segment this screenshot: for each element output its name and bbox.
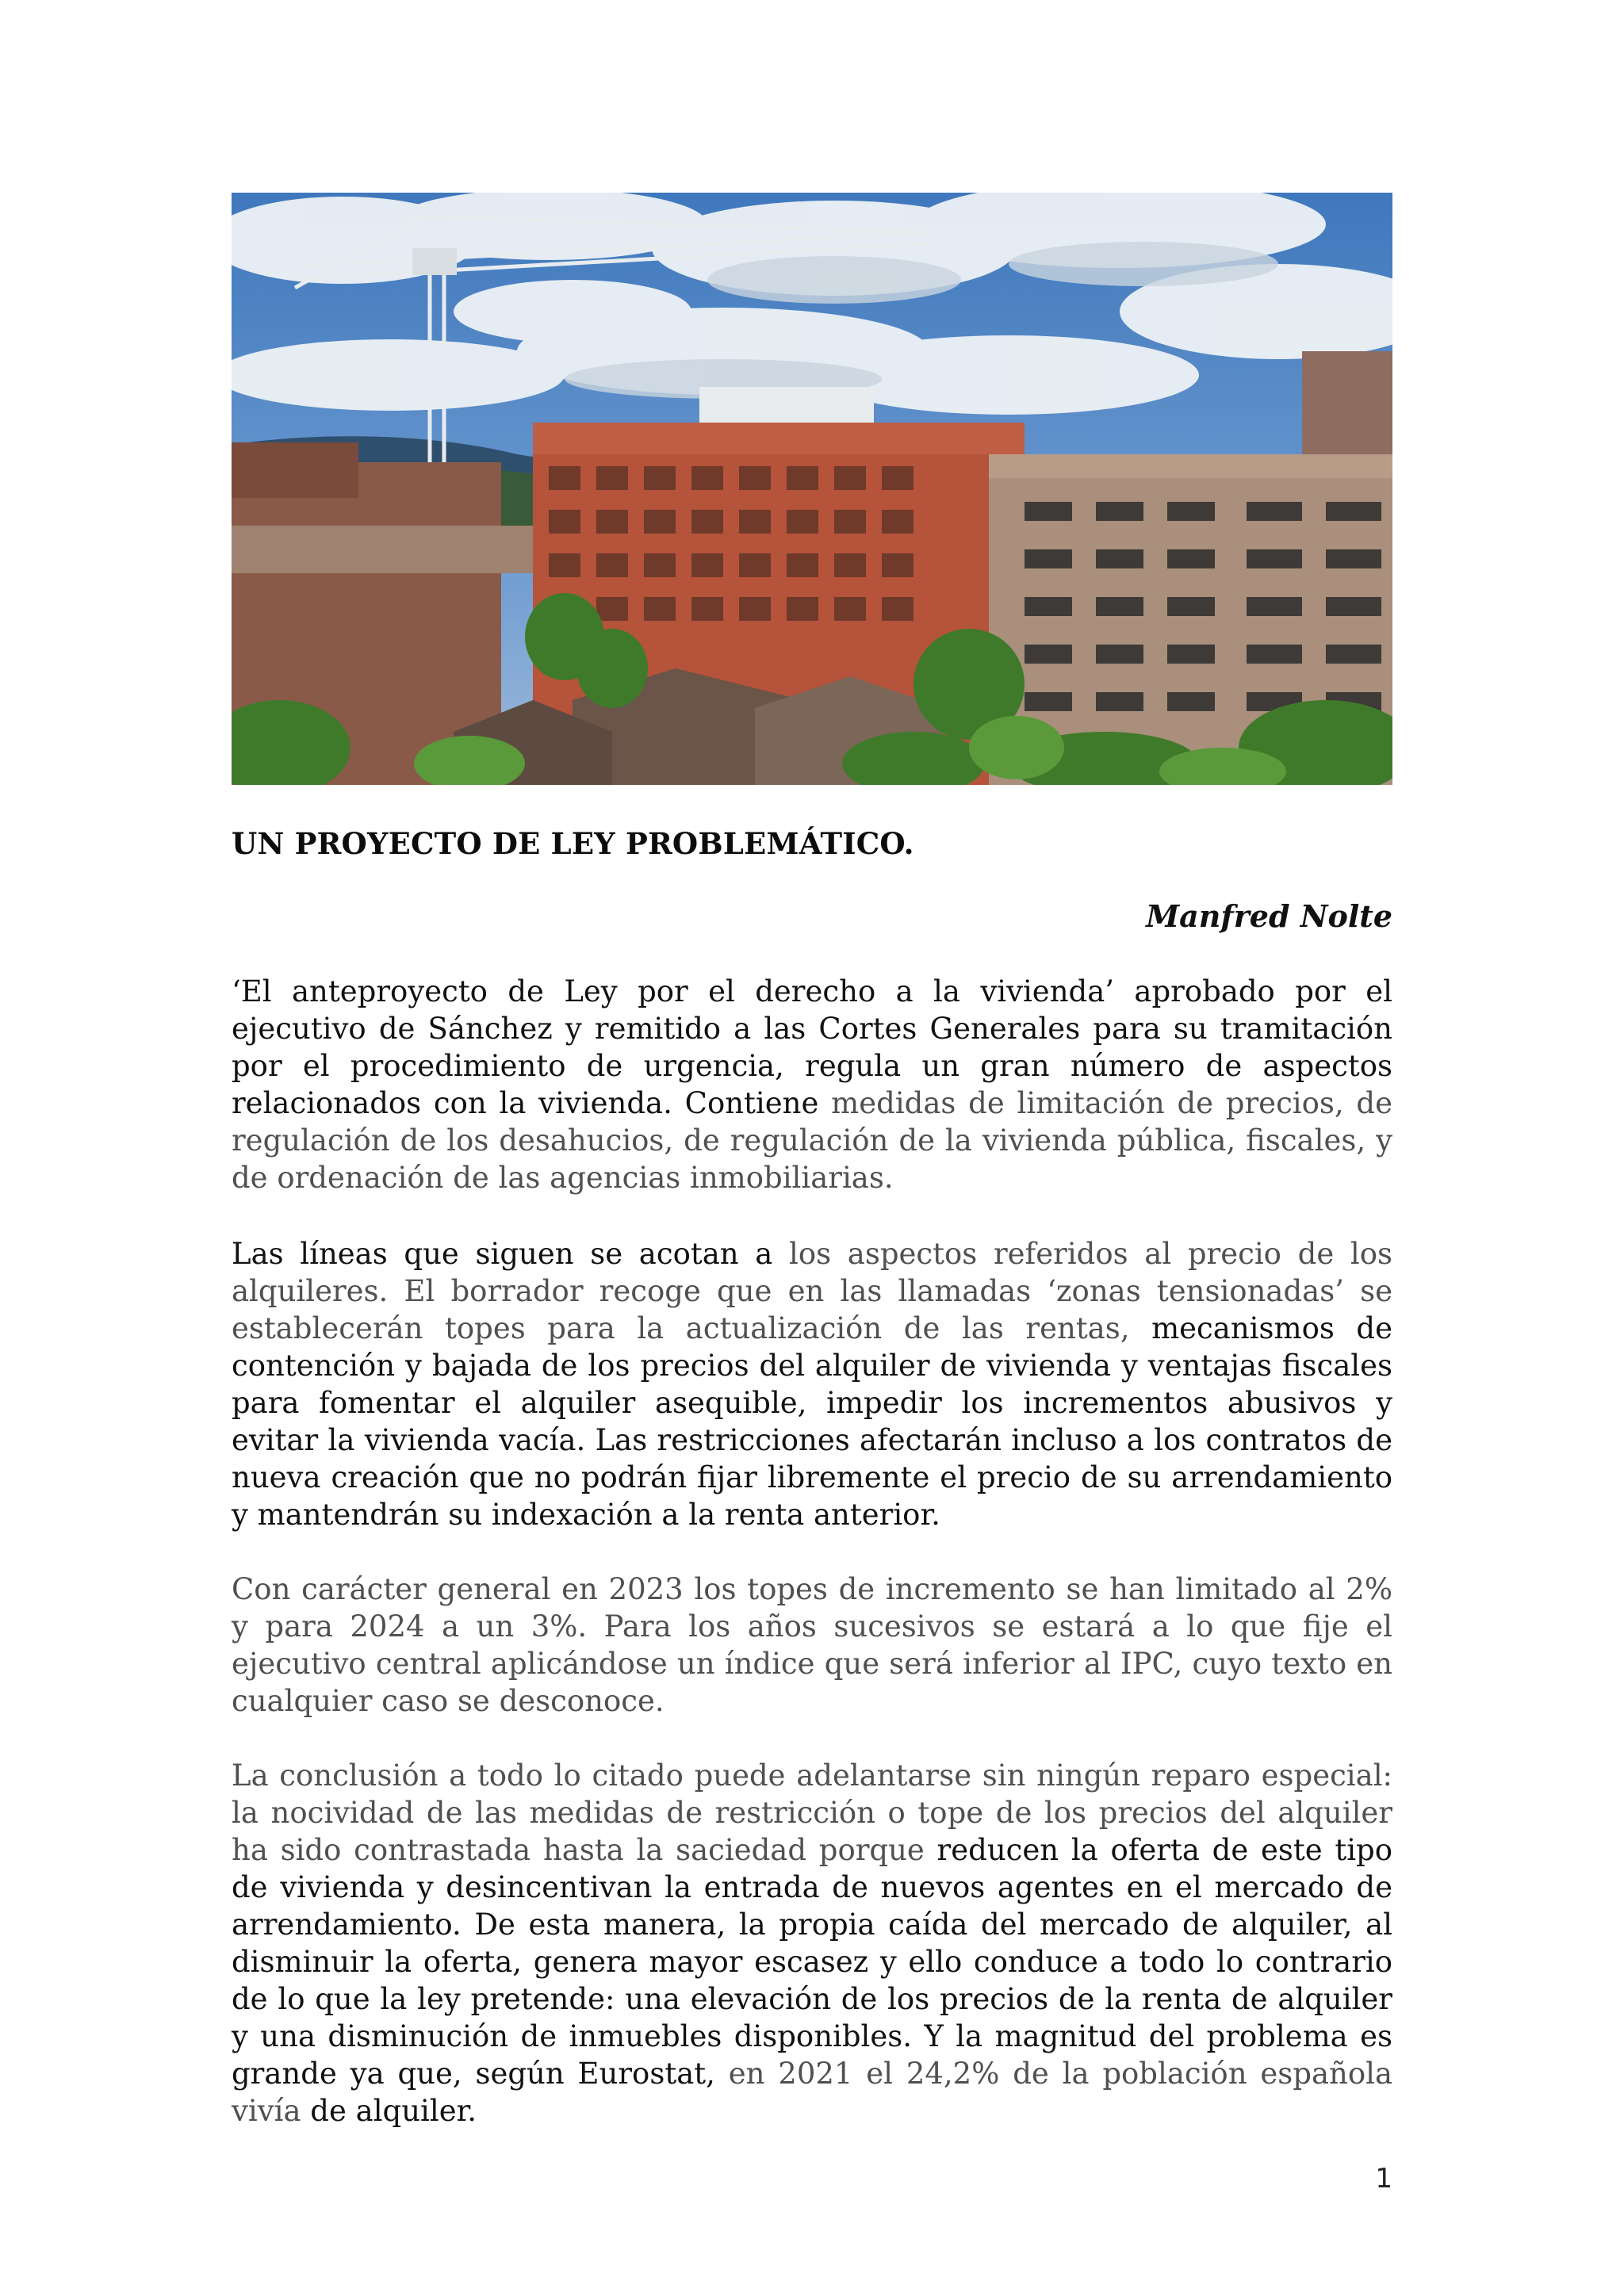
paragraph-4-segment-4: de alquiler. bbox=[310, 2094, 477, 2128]
city-photo-icon bbox=[232, 193, 1392, 785]
paragraph-1-segment-1: ‘El anteproyecto de Ley por el derecho a la vivienda’ aprobado por el ejecutivo de Sánchez y remitido a las Cortes Generales para su tramitación por el procedimiento de urgencia, regula un gran número de aspectos relacionados con la vivienda. Contiene bbox=[232, 974, 1392, 1120]
paragraph-1 bbox=[232, 973, 1392, 1196]
paragraph-4 bbox=[232, 1757, 1392, 2130]
paragraph-2-segment-2: los aspectos referidos al precio de los alquileres. El borrador recoge que en las llamadas ‘zonas tensionadas’ se establecerán topes para la actualización de las rentas, bbox=[232, 1237, 1392, 1345]
header-photo bbox=[232, 193, 1392, 785]
paragraph-4-segment-3: en 2021 el 24,2% de la población española vivía bbox=[232, 2057, 1392, 2128]
article-title: UN PROYECTO DE LEY PROBLEMÁTICO. bbox=[232, 826, 914, 861]
paragraph-4-segment-2: reducen la oferta de este tipo de vivienda y desincentivan la entrada de nuevos agentes en el mercado de arrendamiento. De esta manera, la propia caída del mercado de alquiler, al disminuir la oferta, genera mayor escasez y ello conduce a todo lo contrario de lo que la ley pretende: una elevación de los precios de la renta de alquiler y una disminución de inmuebles disponibles. Y la magnitud del problema es grande ya que, según Eurostat, bbox=[232, 1833, 1392, 2091]
paragraph-2-segment-1: Las líneas que siguen se acotan a bbox=[232, 1237, 790, 1271]
page-number: 1 bbox=[1375, 2163, 1392, 2195]
paragraph-1-segment-2: medidas de limitación de precios, de regulación de los desahucios, de regulación de la vivienda pública, fiscales, y de ordenación de las agencias inmobiliarias. bbox=[232, 1086, 1392, 1195]
article-author: Manfred Nolte bbox=[1146, 898, 1392, 934]
paragraph-2-segment-3: mecanismos de contención y bajada de los precios del alquiler de vivienda y ventajas fiscales para fomentar el alquiler asequible, impedir los incrementos abusivos y evitar la vivienda vacía. Las restricciones afectarán incluso a los contratos de nueva creación que no podrán fijar libremente el precio de su arrendamiento y mantendrán su indexación a la renta anterior. bbox=[232, 1311, 1392, 1532]
paragraph-3-segment-1: Con carácter general en 2023 los topes de incremento se han limitado al 2% y para 2024 a un 3%. Para los años sucesivos se estará a lo que fije el ejecutivo central aplicándose un índice que será inferior al IPC, cuyo texto en cualquier caso se desconoce. bbox=[232, 1572, 1392, 1718]
paragraph-4-segment-1: La conclusión a todo lo citado puede adelantarse sin ningún reparo especial: la nocividad de las medidas de restricción o tope de los precios del alquiler ha sido contrastada hasta la saciedad porque bbox=[232, 1758, 1392, 1867]
paragraph-3 bbox=[232, 1571, 1392, 1720]
paragraph-2 bbox=[232, 1235, 1392, 1533]
